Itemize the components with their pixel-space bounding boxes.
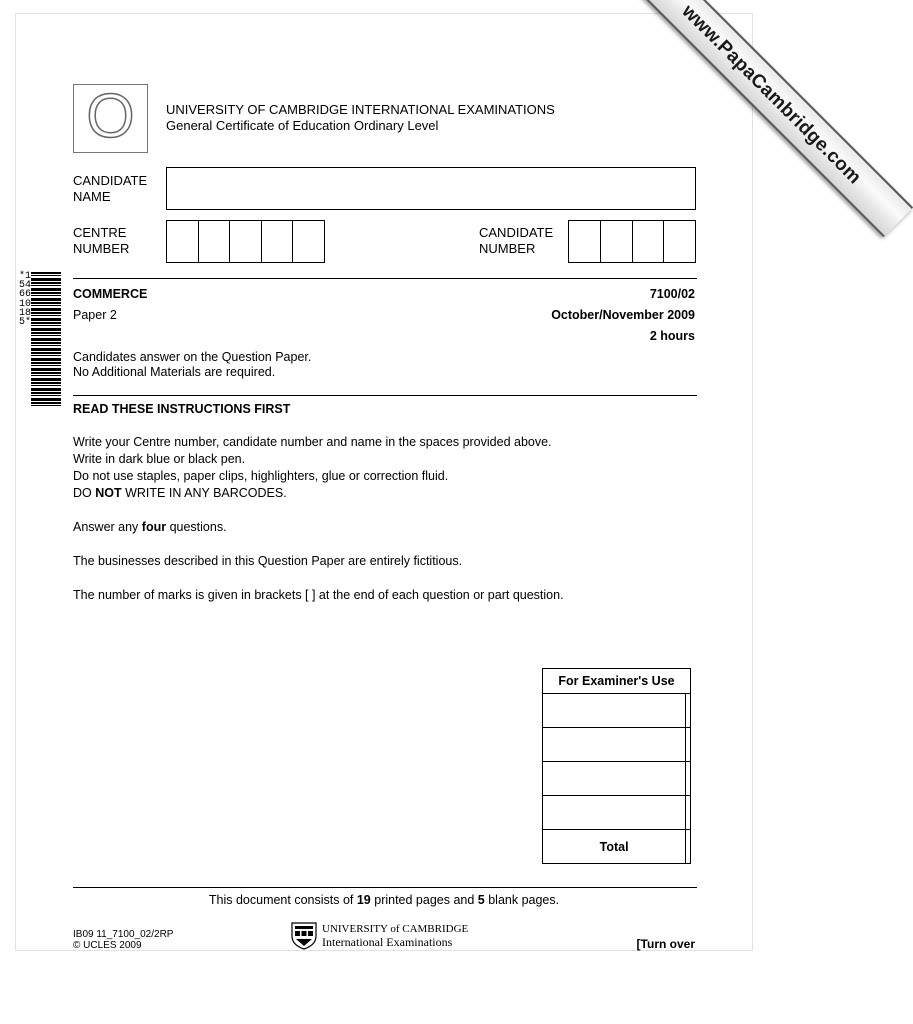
blank-pages: 5 bbox=[477, 893, 485, 907]
examiner-cell[interactable] bbox=[543, 796, 686, 830]
examiner-cell[interactable] bbox=[543, 762, 686, 796]
answer-instruction bbox=[73, 519, 693, 536]
examiner-use-table bbox=[542, 668, 691, 864]
candidate-name-field[interactable] bbox=[166, 167, 696, 210]
qualification-level: General Certificate of Education Ordinary Level bbox=[166, 118, 439, 133]
instruction-text: questions. bbox=[166, 520, 227, 534]
org-name: UNIVERSITY OF CAMBRIDGE INTERNATIONAL EXAMINATIONS bbox=[166, 102, 555, 117]
examiner-cell[interactable] bbox=[543, 728, 686, 762]
page-count-note bbox=[16, 892, 752, 909]
instruction-emphasis: four bbox=[141, 520, 167, 534]
candidate-number-cell[interactable] bbox=[600, 221, 632, 262]
centre-number-cell[interactable] bbox=[261, 221, 293, 262]
examiner-cell[interactable] bbox=[686, 762, 691, 796]
paper-code: 7100/02 bbox=[649, 287, 695, 301]
barcode-number: *1546610185* bbox=[18, 271, 31, 329]
marks-note: The number of marks is given in brackets [ ] at the end of each question or part question. bbox=[73, 588, 564, 602]
divider bbox=[73, 887, 697, 888]
materials-line-2: No Additional Materials are required. bbox=[73, 365, 276, 379]
instruction-text: WRITE IN ANY BARCODES. bbox=[121, 486, 287, 500]
o-level-logo bbox=[73, 84, 148, 153]
exam-cover-page bbox=[16, 0, 866, 951]
turn-over: [Turn over bbox=[636, 937, 695, 951]
instruction-line: Do not use staples, paper clips, highlighters, glue or correction fluid. bbox=[73, 469, 449, 483]
fictitious-note: The businesses described in this Question Paper are entirely fictitious. bbox=[73, 554, 463, 568]
note-text: printed pages and bbox=[370, 893, 478, 907]
candidate-name-label: CANDIDATE NAME bbox=[73, 173, 148, 204]
cambridge-crest-icon bbox=[291, 922, 317, 950]
exam-session: October/November 2009 bbox=[551, 308, 695, 322]
instruction-text: DO bbox=[73, 486, 96, 500]
note-text: This document consists of bbox=[208, 893, 357, 907]
instruction-emphasis: NOT bbox=[95, 486, 122, 500]
exam-duration: 2 hours bbox=[649, 329, 695, 343]
instruction-line: Write your Centre number, candidate number and name in the spaces provided above. bbox=[73, 435, 552, 449]
instruction-line bbox=[73, 485, 693, 502]
subject: COMMERCE bbox=[73, 287, 148, 301]
paper-number: Paper 2 bbox=[73, 308, 117, 322]
divider bbox=[73, 395, 697, 396]
note-text: blank pages. bbox=[484, 893, 560, 907]
instruction-text: Answer any bbox=[73, 520, 142, 534]
instruction-line: Write in dark blue or black pen. bbox=[73, 452, 246, 466]
ucles-name: UNIVERSITY of CAMBRIDGE bbox=[322, 923, 469, 935]
candidate-number-cell[interactable] bbox=[663, 221, 695, 262]
centre-number-cell[interactable] bbox=[292, 221, 324, 262]
ucles-subtitle: International Examinations bbox=[322, 935, 453, 949]
barcode bbox=[31, 272, 61, 408]
reference-code: IB09 11_7100_02/2RP bbox=[73, 929, 174, 940]
total-cell[interactable] bbox=[686, 830, 691, 864]
candidate-number-cell[interactable] bbox=[569, 221, 600, 262]
centre-number-cell[interactable] bbox=[167, 221, 198, 262]
examiner-table-heading: For Examiner's Use bbox=[543, 669, 691, 694]
examiner-cell[interactable] bbox=[686, 728, 691, 762]
total-label: Total bbox=[543, 830, 686, 864]
printed-pages: 19 bbox=[356, 893, 371, 907]
logo-letter: O bbox=[86, 82, 135, 151]
candidate-number-cell[interactable] bbox=[632, 221, 664, 262]
centre-number-cell[interactable] bbox=[229, 221, 261, 262]
candidate-number-field[interactable] bbox=[568, 220, 696, 263]
examiner-cell[interactable] bbox=[686, 796, 691, 830]
divider bbox=[73, 278, 697, 279]
watermark-text: www.PapaCambridge.com bbox=[677, 0, 866, 189]
examiner-cell[interactable] bbox=[543, 694, 686, 728]
centre-number-label: CENTRE NUMBER bbox=[73, 225, 130, 256]
centre-number-field[interactable] bbox=[166, 220, 325, 263]
materials-line-1: Candidates answer on the Question Paper. bbox=[73, 350, 312, 364]
examiner-cell[interactable] bbox=[686, 694, 691, 728]
copyright: © UCLES 2009 bbox=[73, 940, 142, 951]
centre-number-cell[interactable] bbox=[198, 221, 230, 262]
candidate-number-label: CANDIDATE NUMBER bbox=[479, 225, 554, 256]
instructions-heading: READ THESE INSTRUCTIONS FIRST bbox=[73, 402, 291, 416]
